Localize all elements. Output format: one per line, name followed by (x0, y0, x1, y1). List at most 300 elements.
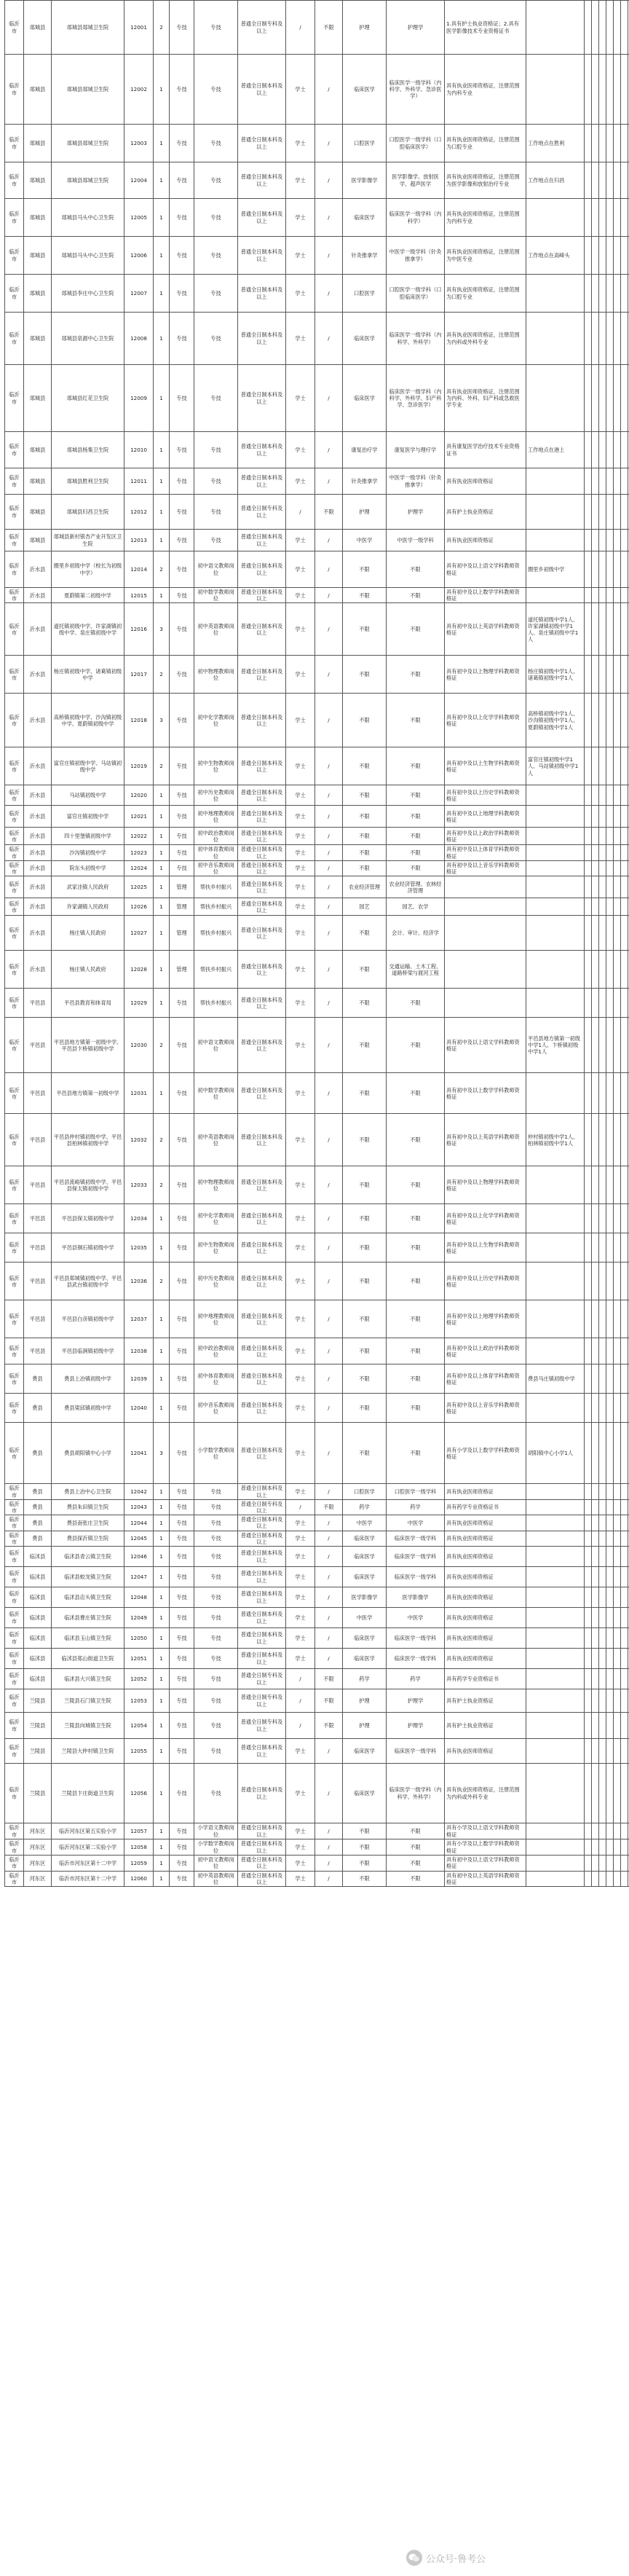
table-cell: 平邑县 (24, 1338, 52, 1364)
table-cell: / (315, 694, 343, 747)
table-cell: 具有初中及以上地理学科教师资格证 (445, 806, 526, 828)
table-cell: 高桥镇初级中学1人、沙沟镇初级中学1人、夏蔚镇初级中学1人 (526, 694, 585, 747)
table-cell (599, 1300, 606, 1338)
table-cell: 1 (154, 860, 170, 876)
table-cell: 兰陵县向城镇卫生院 (52, 1713, 124, 1739)
table-cell (614, 828, 621, 845)
table-cell: / (315, 1300, 343, 1338)
table-cell (585, 916, 592, 951)
table-cell: 普通全日制本科及以上 (238, 1364, 286, 1394)
table-cell: 普通全日制专科及以上 (238, 495, 286, 530)
table-cell: 临沂市 (5, 1484, 24, 1499)
table-cell (526, 365, 585, 432)
table-cell: 口腔医学一级学科（口腔临床医学） (387, 125, 445, 162)
table-cell: 不限 (343, 785, 387, 806)
table-cell: 12021 (124, 806, 154, 828)
table-cell: 2 (154, 1263, 170, 1300)
table-cell: 临沂市 (5, 1204, 24, 1233)
table-cell (592, 1649, 599, 1669)
table-row (5, 1587, 629, 1608)
table-cell: / (315, 1547, 343, 1567)
table-cell: 专技 (194, 162, 238, 199)
table-cell (526, 1547, 585, 1567)
table-cell: 道托镇初级中学1人、许家湖镇初级中学1人、泉庄镇初级中学1人 (526, 603, 585, 656)
table-cell: 12013 (124, 530, 154, 551)
table-cell (585, 1823, 592, 1839)
table-cell: 专技 (170, 1394, 194, 1423)
table-cell: 临沂市 (5, 1499, 24, 1515)
table-cell: 12032 (124, 1114, 154, 1166)
table-cell (621, 275, 628, 313)
table-cell: 不限 (343, 588, 387, 603)
table-cell: 郯城县 (24, 468, 52, 495)
table-cell: 1 (154, 275, 170, 313)
table-cell (599, 747, 606, 785)
wechat-icon (406, 2550, 422, 2566)
table-cell (599, 1567, 606, 1587)
table-row (5, 1338, 629, 1364)
table-cell (621, 1823, 628, 1839)
table-cell: 临床医学一级学科 (387, 1567, 445, 1587)
table-cell: 杨庄镇初级中学1人、诸葛镇初级中学1人 (526, 656, 585, 694)
table-cell (599, 495, 606, 530)
table-cell: 郯城县新村银杏产业开发区卫生院 (52, 530, 124, 551)
table-cell: 学士 (286, 785, 315, 806)
table-cell (606, 1338, 614, 1364)
table-cell: 河东区 (24, 1823, 52, 1839)
table-cell: 专技 (170, 1547, 194, 1567)
table-cell (592, 1018, 599, 1073)
table-row (5, 588, 629, 603)
table-cell: 具有初中及以上体育学科教师资格证 (445, 845, 526, 860)
table-cell (599, 1394, 606, 1423)
table-cell: 学士 (286, 1567, 315, 1587)
table-cell: 普通全日制本科及以上 (238, 125, 286, 162)
table-cell (614, 1628, 621, 1649)
table-cell (614, 747, 621, 785)
table-cell (599, 1515, 606, 1531)
table-cell: 费县南张庄卫生院 (52, 1515, 124, 1531)
table-cell: 12025 (124, 876, 154, 898)
table-cell: 郯城县马头中心卫生院 (52, 199, 124, 237)
table-cell (599, 603, 606, 656)
table-cell: 胡阳镇中心小学1人 (526, 1423, 585, 1484)
table-cell: 平邑县 (24, 989, 52, 1018)
table-cell (526, 1669, 585, 1689)
table-cell: / (315, 1364, 343, 1394)
table-cell (606, 1823, 614, 1839)
table-cell: 1 (154, 1484, 170, 1499)
table-cell (614, 1839, 621, 1856)
table-cell (614, 1649, 621, 1669)
table-cell: 费县 (24, 1531, 52, 1546)
table-cell: 农业经济管理 (343, 876, 387, 898)
table-cell (621, 806, 628, 828)
table-cell: 专技 (194, 1531, 238, 1546)
table-cell (606, 916, 614, 951)
table-cell (606, 1856, 614, 1871)
table-cell: 沂水县 (24, 806, 52, 828)
table-cell (526, 1871, 585, 1886)
table-cell: 小学数学教师岗位 (194, 1839, 238, 1856)
table-cell (599, 1547, 606, 1567)
table-cell: 平邑县地方镇第一初级中学、平邑县卞桥镇初级中学 (52, 1018, 124, 1073)
table-cell: 初中化学教师岗位 (194, 1204, 238, 1233)
table-row (5, 495, 629, 530)
table-cell (585, 1204, 592, 1233)
table-cell: 12055 (124, 1739, 154, 1764)
table-cell: 临床医学 (343, 1628, 387, 1649)
table-cell (606, 845, 614, 860)
table-row (5, 1364, 629, 1394)
table-cell: 初中语文教师岗位 (194, 1856, 238, 1871)
table-cell: 学士 (286, 199, 315, 237)
table-cell: 不限 (387, 694, 445, 747)
table-cell: / (315, 1423, 343, 1484)
table-cell: 12005 (124, 199, 154, 237)
table-cell: 专技 (170, 1823, 194, 1839)
table-cell: 临沭县 (24, 1649, 52, 1669)
table-cell: 不限 (343, 1263, 387, 1300)
table-cell: 学士 (286, 951, 315, 989)
table-cell: 园艺、农学 (387, 898, 445, 916)
table-cell (592, 162, 599, 199)
table-cell (599, 1689, 606, 1713)
table-cell: 临沂市 (5, 275, 24, 313)
table-row (5, 55, 629, 125)
table-cell: 临沂市 (5, 1587, 24, 1608)
table-cell: / (315, 1394, 343, 1423)
table-cell (599, 1531, 606, 1546)
table-cell: / (286, 1689, 315, 1713)
table-cell (621, 876, 628, 898)
table-cell (585, 1166, 592, 1204)
table-cell: / (286, 1, 315, 55)
table-cell: 普通全日制专科及以上 (238, 1669, 286, 1689)
table-cell: 普通全日制本科及以上 (238, 1823, 286, 1839)
table-cell: 沂水县 (24, 588, 52, 603)
table-cell: 不限 (387, 747, 445, 785)
table-cell (599, 1649, 606, 1669)
table-cell: 临沂市 (5, 1338, 24, 1364)
table-row (5, 1649, 629, 1669)
table-cell: 专技 (170, 1764, 194, 1823)
table-cell (592, 989, 599, 1018)
table-cell: 学士 (286, 1263, 315, 1300)
table-cell (592, 275, 599, 313)
table-cell: 沂水县 (24, 916, 52, 951)
table-cell: 普通全日制本科及以上 (238, 845, 286, 860)
table-cell: 临沂市 (5, 199, 24, 237)
table-cell: 专技 (170, 365, 194, 432)
table-cell: 护理学 (387, 1, 445, 55)
table-cell: 初中语文教师岗位 (194, 551, 238, 588)
table-cell (592, 365, 599, 432)
table-cell: 具有初中及以上生物学科教师资格证 (445, 1233, 526, 1263)
table-cell: 12044 (124, 1515, 154, 1531)
table-cell: 护理学 (387, 495, 445, 530)
table-cell: 初中语文教师岗位 (194, 1018, 238, 1073)
table-cell (599, 1499, 606, 1515)
table-cell (614, 1567, 621, 1587)
table-cell: 专技 (170, 860, 194, 876)
table-cell: 专技 (194, 313, 238, 365)
table-cell: / (315, 806, 343, 828)
table-cell: 具有初中及以上物理学科教师资格证 (445, 1166, 526, 1204)
table-cell (599, 828, 606, 845)
table-cell (606, 876, 614, 898)
table-cell: 专技 (170, 1166, 194, 1204)
table-cell: 具有执业医师资格证 (445, 1587, 526, 1608)
table-cell: 临床医学一级学科（内科学、外科学） (387, 1764, 445, 1823)
table-cell (585, 603, 592, 656)
table-cell: 临沂市 (5, 1364, 24, 1394)
table-cell (621, 989, 628, 1018)
table-cell: / (315, 1823, 343, 1839)
table-cell: 专技 (194, 1484, 238, 1499)
table-cell: 具有初中及以上化学学科教师资格证 (445, 1204, 526, 1233)
table-cell (614, 1233, 621, 1263)
table-cell: 费县 (24, 1499, 52, 1515)
table-cell (621, 1166, 628, 1204)
table-cell: 具有执业医师资格证 (445, 1567, 526, 1587)
table-cell: 1 (154, 1531, 170, 1546)
table-cell: 12001 (124, 1, 154, 55)
table-cell: / (315, 1764, 343, 1823)
table-cell (606, 468, 614, 495)
table-cell: 2 (154, 1114, 170, 1166)
table-cell (599, 1263, 606, 1300)
table-cell: 具有药学专业资格证书 (445, 1669, 526, 1689)
table-cell: 沂水县 (24, 951, 52, 989)
table-cell: 临沂市 (5, 1839, 24, 1856)
table-cell: 沂水县 (24, 551, 52, 588)
table-cell: 护理学 (387, 1689, 445, 1713)
table-cell: 专技 (170, 1, 194, 55)
table-cell (621, 1547, 628, 1567)
table-cell (599, 1073, 606, 1114)
table-row (5, 828, 629, 845)
table-cell (585, 747, 592, 785)
table-cell: 临床医学一级学科 (387, 1649, 445, 1669)
table-cell: 护理 (343, 1, 387, 55)
table-cell: 口腔医学一级学科 (387, 1484, 445, 1499)
table-cell (599, 1871, 606, 1886)
table-cell: 针灸推拿学 (343, 468, 387, 495)
table-cell (599, 55, 606, 125)
table-cell: 专技 (170, 1114, 194, 1166)
table-cell (614, 806, 621, 828)
table-cell (614, 1764, 621, 1823)
table-cell: 不限 (315, 1689, 343, 1713)
table-cell: 学士 (286, 530, 315, 551)
table-cell: 普通全日制本科及以上 (238, 588, 286, 603)
table-cell: 12004 (124, 162, 154, 199)
table-cell (621, 1689, 628, 1713)
table-cell: 12007 (124, 275, 154, 313)
table-cell: 费县 (24, 1423, 52, 1484)
table-cell: 临床医学 (343, 1739, 387, 1764)
table-cell (592, 1839, 599, 1856)
table-row (5, 1, 629, 55)
table-cell (614, 876, 621, 898)
table-cell: 工作地点在港上 (526, 432, 585, 468)
table-cell (614, 365, 621, 432)
table-cell: 临沂市 (5, 785, 24, 806)
table-cell (592, 785, 599, 806)
table-cell (585, 1233, 592, 1263)
table-cell (526, 898, 585, 916)
table-row (5, 1871, 629, 1886)
table-row (5, 237, 629, 275)
table-cell: 费县梁邱镇初级中学 (52, 1394, 124, 1423)
table-cell (614, 313, 621, 365)
table-cell (599, 275, 606, 313)
table-cell (585, 785, 592, 806)
table-cell: 郯城县 (24, 275, 52, 313)
table-cell: 初中物理教师岗位 (194, 1166, 238, 1204)
table-cell: 临沂市 (5, 1531, 24, 1546)
table-cell: 1 (154, 313, 170, 365)
table-cell (614, 162, 621, 199)
table-cell (621, 1713, 628, 1739)
table-cell: 临沭县大兴镇卫生院 (52, 1669, 124, 1689)
table-cell: 1 (154, 1073, 170, 1114)
table-cell: 1 (154, 1233, 170, 1263)
table-cell: 学士 (286, 1823, 315, 1839)
table-cell (592, 656, 599, 694)
table-cell: 普通全日制本科及以上 (238, 1628, 286, 1649)
table-cell (614, 199, 621, 237)
table-cell: 临床医学一级学科 (387, 1547, 445, 1567)
table-cell: 学士 (286, 694, 315, 747)
table-cell: 学士 (286, 237, 315, 275)
table-cell: 郯城县 (24, 365, 52, 432)
table-cell: / (315, 951, 343, 989)
table-cell: 具有执业医师资格证 (445, 1515, 526, 1531)
table-cell: / (315, 313, 343, 365)
table-cell: 临沂市 (5, 1, 24, 55)
table-cell: 普通全日制本科及以上 (238, 55, 286, 125)
table-cell: 不限 (387, 860, 445, 876)
table-cell: 中医学一级学科（针灸推拿学） (387, 468, 445, 495)
table-cell (614, 1739, 621, 1764)
table-cell: 不限 (387, 603, 445, 656)
table-cell (621, 1233, 628, 1263)
table-cell (599, 1608, 606, 1628)
table-cell (592, 1300, 599, 1338)
table-cell: 杨庄镇人民政府 (52, 916, 124, 951)
table-cell (585, 1856, 592, 1871)
table-cell: / (315, 656, 343, 694)
table-cell: 口腔医学 (343, 125, 387, 162)
table-cell: 普通全日制本科及以上 (238, 432, 286, 468)
table-cell (526, 876, 585, 898)
table-row (5, 1515, 629, 1531)
table-cell: 郯城县红花卫生院 (52, 365, 124, 432)
table-cell: 管理 (170, 951, 194, 989)
table-cell: 工作地点在归昌 (526, 162, 585, 199)
table-cell: / (315, 1338, 343, 1364)
table-cell (606, 1204, 614, 1233)
table-cell: 临沂市 (5, 1394, 24, 1423)
table-cell (592, 551, 599, 588)
table-cell: / (286, 1669, 315, 1689)
table-cell: 专技 (194, 275, 238, 313)
table-cell: 1 (154, 785, 170, 806)
table-row (5, 806, 629, 828)
table-cell: 学士 (286, 1204, 315, 1233)
table-cell: 专技 (170, 199, 194, 237)
table-cell: 临床医学 (343, 365, 387, 432)
table-cell: 具有执业医师资格证，注册范围为内科或外科专业 (445, 313, 526, 365)
table-cell: 12038 (124, 1338, 154, 1364)
table-cell: 专技 (170, 1484, 194, 1499)
table-cell: / (286, 495, 315, 530)
table-cell: 专技 (194, 125, 238, 162)
table-cell (614, 237, 621, 275)
table-cell (585, 694, 592, 747)
table-cell: 普通全日制本科及以上 (238, 806, 286, 828)
table-cell: 初中政治教师岗位 (194, 828, 238, 845)
table-cell (592, 125, 599, 162)
table-cell: 费县 (24, 1515, 52, 1531)
table-cell (606, 1364, 614, 1394)
table-cell: 1 (154, 365, 170, 432)
table-cell: 普通全日制本科及以上 (238, 1204, 286, 1233)
table-cell (585, 1739, 592, 1764)
table-cell: / (315, 785, 343, 806)
table-cell: 平邑县地方镇第一初级中学1人、卞桥镇初级中学1人 (526, 1018, 585, 1073)
table-cell: 1 (154, 1338, 170, 1364)
table-row (5, 1233, 629, 1263)
table-cell: 临沭县 (24, 1587, 52, 1608)
table-cell: 普通全日制本科及以上 (238, 1114, 286, 1166)
table-cell (606, 125, 614, 162)
table-cell: 中医学一级学科（针灸推拿学） (387, 237, 445, 275)
table-cell: 12012 (124, 495, 154, 530)
table-cell (526, 1484, 585, 1499)
table-cell: 临沂市 (5, 898, 24, 916)
table-cell: 学士 (286, 916, 315, 951)
table-cell: 药学 (387, 1499, 445, 1515)
table-cell (599, 694, 606, 747)
table-cell: 仲村镇初级中学1人、柏林镇初级中学1人 (526, 1114, 585, 1166)
table-cell (592, 951, 599, 989)
table-cell: 1 (154, 916, 170, 951)
table-cell (592, 199, 599, 237)
table-row (5, 1531, 629, 1546)
table-cell: 兰陵县 (24, 1689, 52, 1713)
table-cell: 临沂市 (5, 828, 24, 845)
table-cell (614, 1114, 621, 1166)
table-cell (585, 1394, 592, 1423)
table-cell: 1 (154, 1839, 170, 1856)
table-cell: 具有执业医师资格证，注册范围为口腔专业 (445, 275, 526, 313)
table-cell (526, 530, 585, 551)
table-cell (526, 845, 585, 860)
table-cell: 12035 (124, 1233, 154, 1263)
table-cell (614, 1689, 621, 1713)
table-cell: 费县马庄镇初级中学 (526, 1364, 585, 1394)
table-cell: 初中地理教师岗位 (194, 1300, 238, 1338)
table-cell: 临床医学 (343, 1531, 387, 1546)
table-cell: 普通全日制本科及以上 (238, 275, 286, 313)
table-cell (599, 1713, 606, 1739)
table-cell: 富官庄镇初级中学、马站镇初级中学 (52, 747, 124, 785)
table-cell (621, 1018, 628, 1073)
table-cell (599, 989, 606, 1018)
